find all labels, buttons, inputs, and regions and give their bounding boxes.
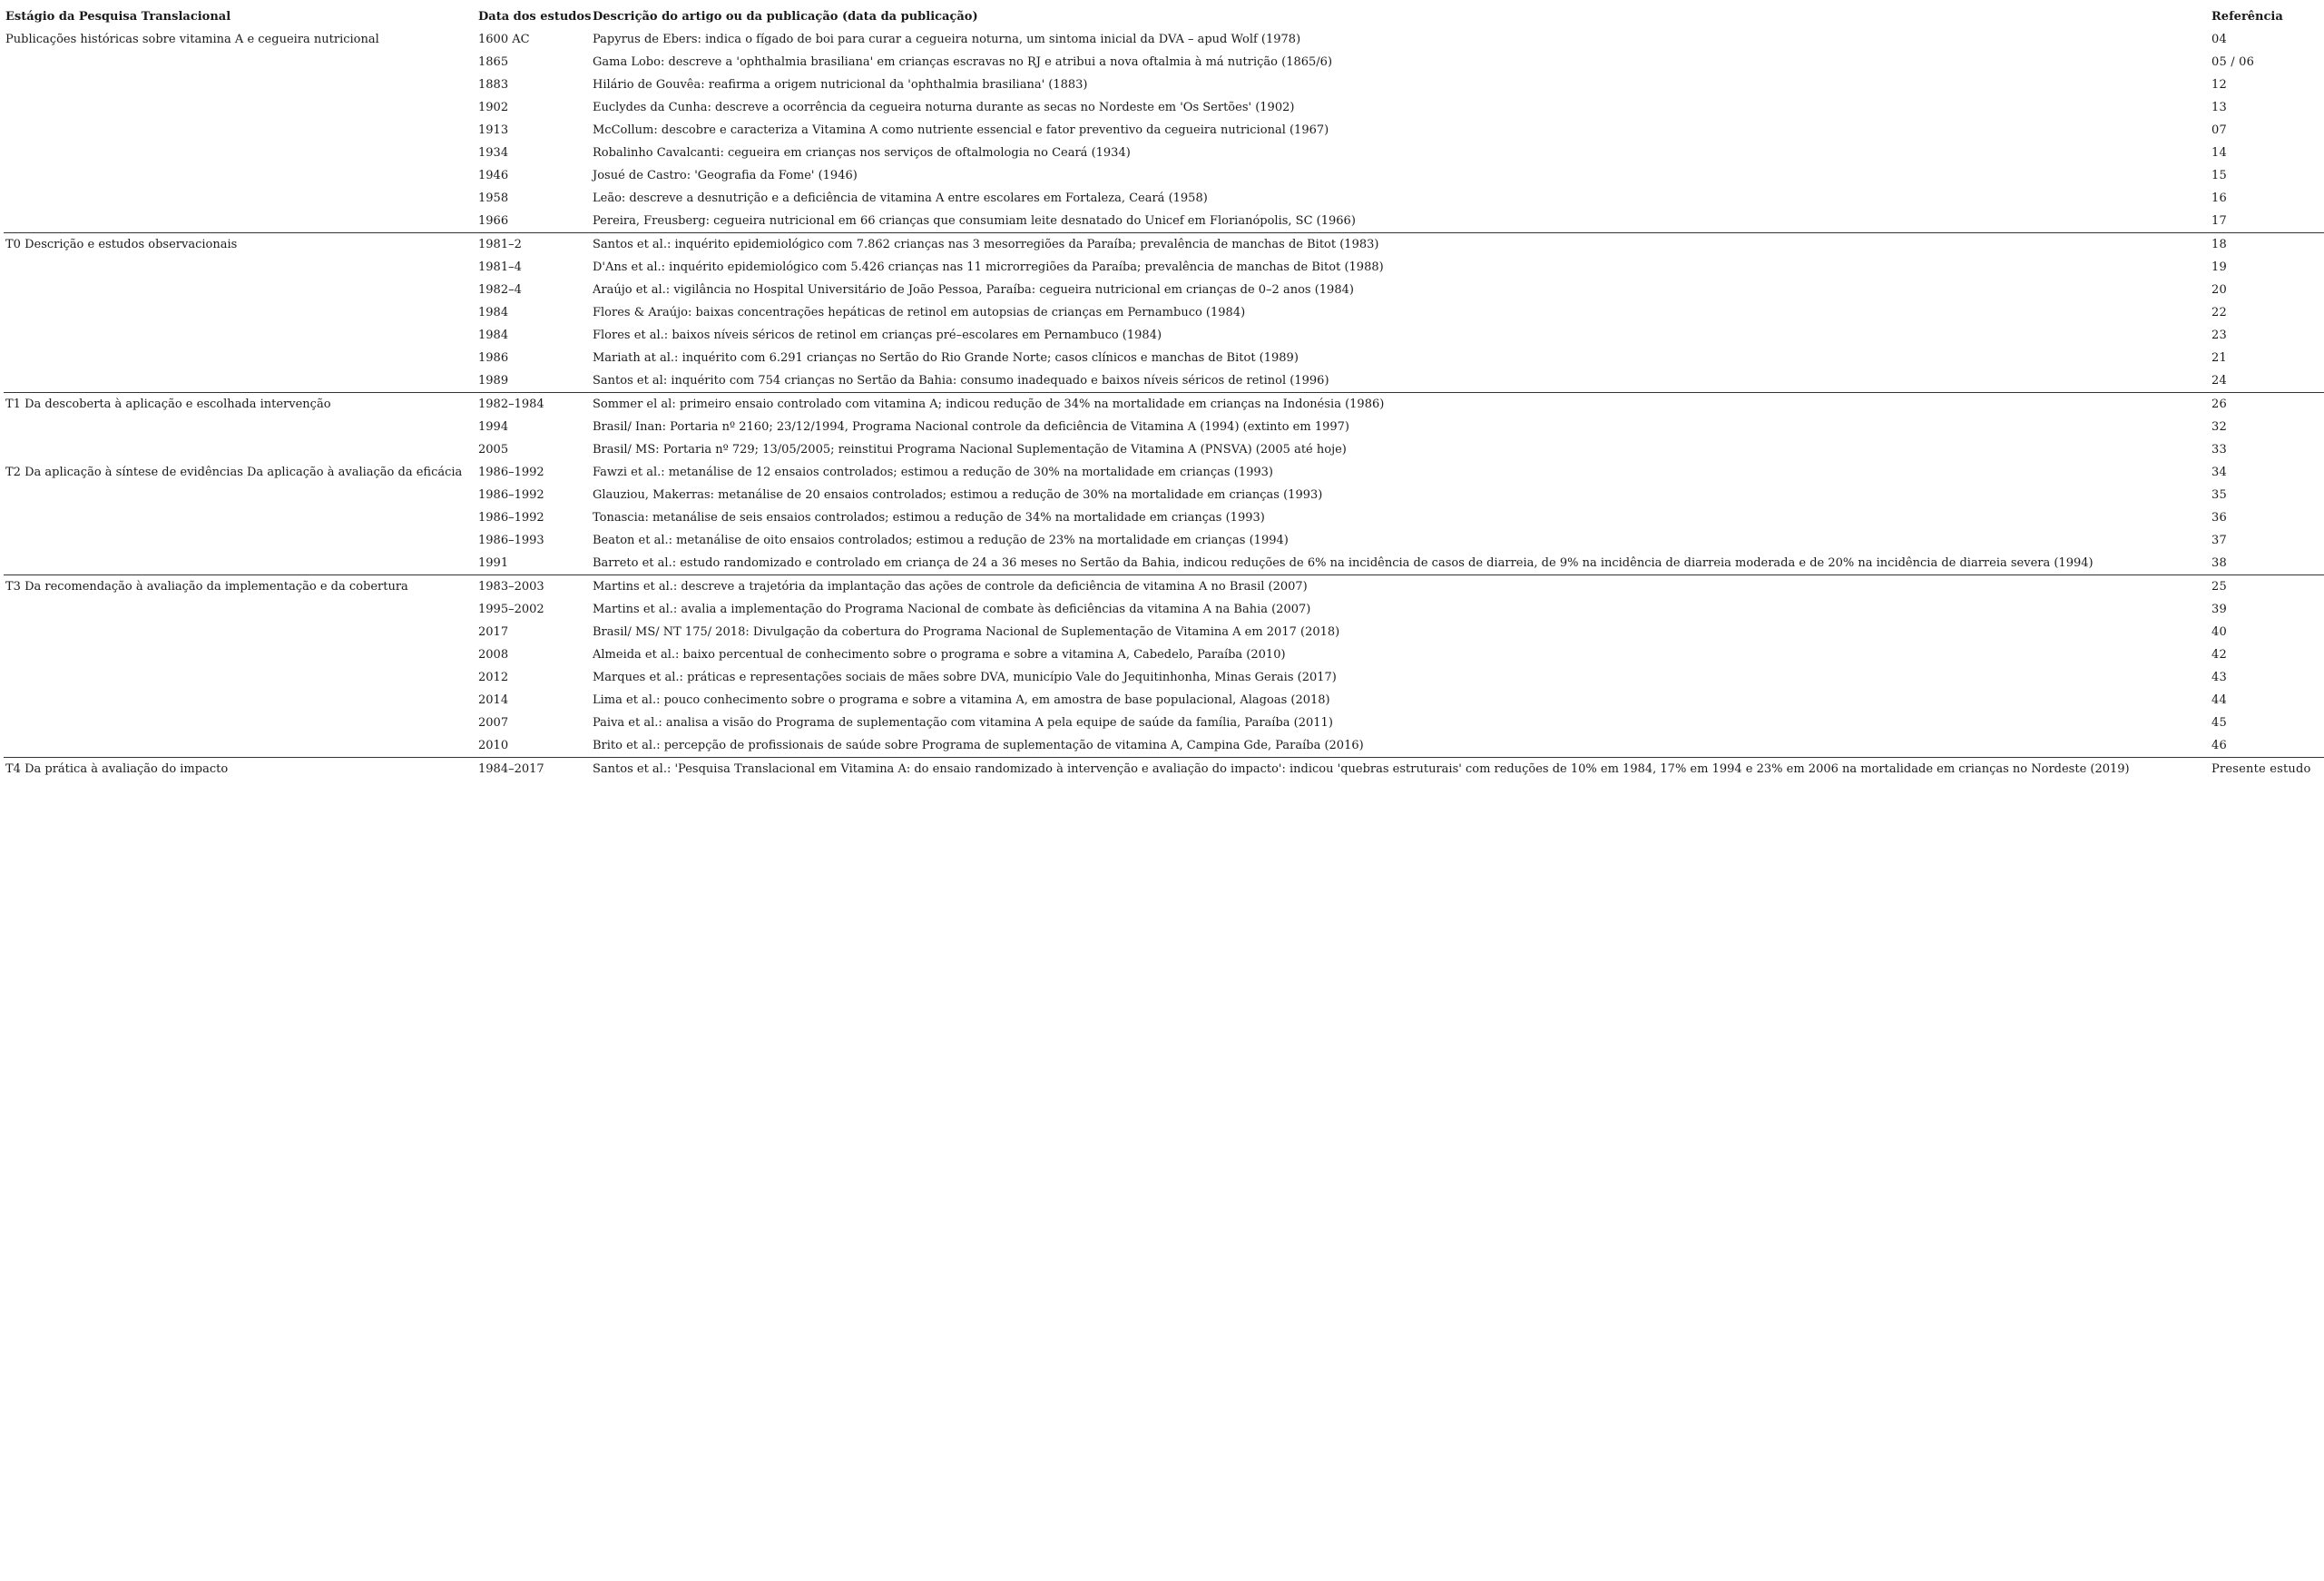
description-cell: Tonascia: metanálise de seis ensaios controlados; estimou a redução de 34% na mortalidade em crianças (1993) xyxy=(593,511,1265,525)
date-cell: 1981–2 xyxy=(476,233,591,257)
reference-cell: 34 xyxy=(2211,466,2227,479)
table-row xyxy=(4,210,2324,233)
date-cell: 1995–2002 xyxy=(478,603,544,616)
stage-cell xyxy=(4,598,476,621)
stage-cell: T2 Da aplicação à síntese de evidências Da aplicação à avaliação da eficácia xyxy=(5,466,463,479)
description-cell: Paiva et al.: analisa a visão do Programa de suplementação com vitamina A pela equipe de saúde da família, Paraíba (2011) xyxy=(593,716,1333,730)
date-cell: 2005 xyxy=(478,443,509,457)
reference-cell: 40 xyxy=(2211,625,2227,639)
date-cell: 1984 xyxy=(478,306,509,319)
table-row xyxy=(4,461,2324,484)
description-cell: Sommer el al: primeiro ensaio controlado com vitamina A; indicou redução de 34% na mortalidade em crianças na Indonésia (1986) xyxy=(591,393,2210,417)
table-row xyxy=(4,74,2324,96)
reference-cell: 26 xyxy=(2210,393,2324,417)
stage-cell xyxy=(4,347,476,369)
table-row xyxy=(4,187,2324,210)
date-cell: 2014 xyxy=(478,693,509,707)
date-cell: 1934 xyxy=(478,146,509,160)
date-cell: 1883 xyxy=(478,78,509,92)
description-cell: Papyrus de Ebers: indica o fígado de boi para curar a cegueira noturna, um sintoma inicial da DVA – apud Wolf (1978) xyxy=(593,33,1301,46)
reference-cell: 35 xyxy=(2211,488,2227,502)
description-cell: Glauziou, Makerras: metanálise de 20 ensaios controlados; estimou a redução de 30% na mortalidade em crianças (1993) xyxy=(593,488,1323,502)
description-cell: Josué de Castro: 'Geografia da Fome' (1946) xyxy=(593,169,858,182)
table-row xyxy=(4,347,2324,369)
stage-cell xyxy=(4,119,476,142)
stage-cell xyxy=(4,712,476,734)
description-cell: Almeida et al.: baixo percentual de conhecimento sobre o programa e sobre a vitamina A, Cabedelo, Paraíba (2010) xyxy=(593,648,1286,662)
description-cell: Santos et al: inquérito com 754 crianças no Sertão da Bahia: consumo inadequado e baixos níveis séricos de retinol (1996) xyxy=(593,374,1329,388)
reference-cell: 46 xyxy=(2211,739,2227,752)
description-cell: Brasil/ MS: Portaria nº 729; 13/05/2005; reinstitui Programa Nacional Suplementação de Vitamina A (PNSVA) (2005 até hoje) xyxy=(593,443,1347,457)
stage-cell xyxy=(4,552,476,575)
stage-cell xyxy=(4,279,476,301)
table-row xyxy=(4,164,2324,187)
stage-cell: T0 Descrição e estudos observacionais xyxy=(4,233,476,257)
reference-cell: 21 xyxy=(2211,351,2227,365)
date-cell: 1983–2003 xyxy=(476,575,591,599)
description-cell: Hilário de Gouvêa: reafirma a origem nutricional da 'ophthalmia brasiliana' (1883) xyxy=(593,78,1088,92)
description-cell: Leão: descreve a desnutrição e a deficiência de vitamina A entre escolares em Fortaleza, Ceará (1958) xyxy=(593,191,1208,205)
table-row xyxy=(4,119,2324,142)
description-cell: Robalinho Cavalcanti: cegueira em crianças nos serviços de oftalmologia no Ceará (1934) xyxy=(593,146,1131,160)
header-date: Data dos estudos xyxy=(478,10,591,24)
table-row xyxy=(4,712,2324,734)
description-cell: D'Ans et al.: inquérito epidemiológico com 5.426 crianças nas 11 microrregiões da Paraíba; prevalência de manchas de Bitot (1988) xyxy=(593,260,1384,274)
reference-cell: 37 xyxy=(2211,534,2227,547)
reference-cell: 19 xyxy=(2211,260,2227,274)
reference-cell: 12 xyxy=(2211,78,2227,92)
table-row xyxy=(4,666,2324,689)
description-cell: Mariath at al.: inquérito com 6.291 crianças no Sertão do Rio Grande Norte; casos clínicos e manchas de Bitot (1989) xyxy=(593,351,1299,365)
date-cell: 2012 xyxy=(478,671,509,684)
reference-cell: Presente estudo xyxy=(2210,758,2324,781)
reference-cell: 24 xyxy=(2211,374,2227,388)
header-stage: Estágio da Pesquisa Translacional xyxy=(5,10,231,24)
reference-cell: 45 xyxy=(2211,716,2227,730)
reference-cell: 39 xyxy=(2211,603,2227,616)
description-cell: Gama Lobo: descreve a 'ophthalmia brasiliana' em crianças escravas no RJ e atribui a nova oftalmia à má nutrição (1865/6) xyxy=(593,55,1333,69)
date-cell: 1984–2017 xyxy=(476,758,591,781)
date-cell: 1902 xyxy=(478,101,509,114)
stage-cell xyxy=(4,734,476,758)
description-cell: McCollum: descobre e caracteriza a Vitamina A como nutriente essencial e fator preventivo da cegueira nutricional (1967) xyxy=(593,123,1329,137)
date-cell: 1946 xyxy=(478,169,509,182)
stage-cell xyxy=(4,96,476,119)
table-row xyxy=(4,689,2324,712)
stage-cell: T3 Da recomendação à avaliação da implementação e da cobertura xyxy=(4,575,476,599)
date-cell: 1986–1992 xyxy=(478,511,544,525)
reference-cell: 17 xyxy=(2211,214,2227,228)
table-row xyxy=(4,621,2324,643)
stage-cell xyxy=(4,438,476,461)
description-cell: Brito et al.: percepção de profissionais de saúde sobre Programa de suplementação de vitamina A, Campina Gde, Paraíba (2016) xyxy=(593,739,1364,752)
table-row xyxy=(4,51,2324,74)
table-row xyxy=(4,28,2324,51)
reference-cell: 43 xyxy=(2211,671,2227,684)
table-row xyxy=(4,484,2324,506)
stage-cell xyxy=(4,301,476,324)
table-row xyxy=(4,734,2324,758)
description-cell: Flores et al.: baixos níveis séricos de retinol em crianças pré–escolares em Pernambuco (1984) xyxy=(593,329,1162,342)
stage-cell: T4 Da prática à avaliação do impacto xyxy=(4,758,476,781)
stage-cell xyxy=(4,506,476,529)
reference-cell: 25 xyxy=(2210,575,2324,599)
table-row xyxy=(4,142,2324,164)
translational-research-table xyxy=(4,5,2324,781)
table-body xyxy=(4,28,2324,781)
date-cell: 1986 xyxy=(478,351,509,365)
description-cell: Barreto et al.: estudo randomizado e controlado em criança de 24 a 36 meses no Sertão da Bahia, indicou reduções de 6% na incidência de casos de diarreia, de 9% na incidência de diarreia moderada e de 20% na incidência de diarreia severa (1994) xyxy=(593,556,2094,570)
description-cell: Martins et al.: descreve a trajetória da implantação das ações de controle da deficiência de vitamina A no Brasil (2007) xyxy=(591,575,2210,599)
table-row xyxy=(4,301,2324,324)
reference-cell: 33 xyxy=(2211,443,2227,457)
table-row xyxy=(4,369,2324,393)
description-cell: Flores & Araújo: baixas concentrações hepáticas de retinol em autopsias de crianças em Pernambuco (1984) xyxy=(593,306,1246,319)
date-cell: 1865 xyxy=(478,55,509,69)
date-cell: 1600 AC xyxy=(478,33,530,46)
reference-cell: 16 xyxy=(2211,191,2227,205)
description-cell: Araújo et al.: vigilância no Hospital Universitário de João Pessoa, Paraíba: cegueira nutricional em crianças de 0–2 anos (1984) xyxy=(593,283,1354,297)
reference-cell: 05 / 06 xyxy=(2211,55,2255,69)
description-cell: Fawzi et al.: metanálise de 12 ensaios controlados; estimou a redução de 30% na mortalidade em crianças (1993) xyxy=(593,466,1273,479)
stage-cell xyxy=(4,324,476,347)
description-cell: Beaton et al.: metanálise de oito ensaios controlados; estimou a redução de 23% na mortalidade em crianças (1994) xyxy=(593,534,1289,547)
description-cell: Euclydes da Cunha: descreve a ocorrência da cegueira noturna durante as secas no Nordeste em 'Os Sertões' (1902) xyxy=(593,101,1295,114)
stage-cell xyxy=(4,210,476,233)
stage-cell xyxy=(4,529,476,552)
table-row xyxy=(4,506,2324,529)
table-row xyxy=(4,416,2324,438)
table-row xyxy=(4,324,2324,347)
description-cell: Lima et al.: pouco conhecimento sobre o programa e sobre a vitamina A, em amostra de base populacional, Alagoas (2018) xyxy=(593,693,1330,707)
reference-cell: 23 xyxy=(2211,329,2227,342)
reference-cell: 42 xyxy=(2211,648,2227,662)
table-row xyxy=(4,758,2324,781)
stage-cell: Publicações históricas sobre vitamina A e cegueira nutricional xyxy=(5,33,379,46)
table-row xyxy=(4,598,2324,621)
reference-cell: 44 xyxy=(2211,693,2227,707)
reference-cell: 07 xyxy=(2211,123,2227,137)
date-cell: 1989 xyxy=(478,374,509,388)
stage-cell xyxy=(4,187,476,210)
description-cell: Santos et al.: 'Pesquisa Translacional em Vitamina A: do ensaio randomizado à intervenção e avaliação do impacto': indicou 'quebras estruturais' com reduções de 10% em 1984, 17% em 1994 e 23% em 2006 na mortalidade em crianças no Nordeste (2019) xyxy=(591,758,2210,781)
table-row xyxy=(4,575,2324,599)
reference-cell: 22 xyxy=(2211,306,2227,319)
date-cell: 2017 xyxy=(478,625,509,639)
stage-cell xyxy=(4,51,476,74)
date-cell: 1913 xyxy=(478,123,509,137)
date-cell: 2007 xyxy=(478,716,509,730)
date-cell: 1982–1984 xyxy=(476,393,591,417)
stage-cell xyxy=(4,484,476,506)
date-cell: 1986–1993 xyxy=(478,534,544,547)
header-description: Descrição do artigo ou da publicação (data da publicação) xyxy=(593,10,978,24)
date-cell: 2010 xyxy=(478,739,509,752)
description-cell: Santos et al.: inquérito epidemiológico com 7.862 crianças nas 3 mesorregiões da Paraíba; prevalência de manchas de Bitot (1983) xyxy=(591,233,2210,257)
date-cell: 1991 xyxy=(478,556,509,570)
stage-cell xyxy=(4,643,476,666)
table-row xyxy=(4,96,2324,119)
description-cell: Martins et al.: avalia a implementação do Programa Nacional de combate às deficiências da vitamina A na Bahia (2007) xyxy=(593,603,1311,616)
table-row xyxy=(4,529,2324,552)
table-header-row xyxy=(4,5,2324,28)
stage-cell xyxy=(4,416,476,438)
stage-cell xyxy=(4,164,476,187)
header-reference: Referência xyxy=(2211,10,2283,24)
stage-cell xyxy=(4,666,476,689)
date-cell: 2008 xyxy=(478,648,509,662)
stage-cell xyxy=(4,689,476,712)
date-cell: 1982–4 xyxy=(478,283,522,297)
stage-cell xyxy=(4,74,476,96)
reference-cell: 32 xyxy=(2211,420,2227,434)
date-cell: 1994 xyxy=(478,420,509,434)
stage-cell xyxy=(4,256,476,279)
date-cell: 1984 xyxy=(478,329,509,342)
description-cell: Marques et al.: práticas e representações sociais de mães sobre DVA, município Vale do Jequitinhonha, Minas Gerais (2017) xyxy=(593,671,1337,684)
date-cell: 1986–1992 xyxy=(478,488,544,502)
stage-cell xyxy=(4,621,476,643)
stage-cell xyxy=(4,142,476,164)
date-cell: 1986–1992 xyxy=(478,466,544,479)
reference-cell: 13 xyxy=(2211,101,2227,114)
date-cell: 1966 xyxy=(478,214,509,228)
table-row xyxy=(4,438,2324,461)
stage-cell: T1 Da descoberta à aplicação e escolhada intervenção xyxy=(4,393,476,417)
date-cell: 1958 xyxy=(478,191,509,205)
reference-cell: 14 xyxy=(2211,146,2227,160)
description-cell: Brasil/ Inan: Portaria nº 2160; 23/12/1994, Programa Nacional controle da deficiência de Vitamina A (1994) (extinto em 1997) xyxy=(593,420,1349,434)
reference-cell: 15 xyxy=(2211,169,2227,182)
table-row xyxy=(4,552,2324,575)
description-cell: Brasil/ MS/ NT 175/ 2018: Divulgação da cobertura do Programa Nacional de Suplementação de Vitamina A em 2017 (2018) xyxy=(593,625,1340,639)
reference-cell: 38 xyxy=(2211,556,2227,570)
reference-cell: 18 xyxy=(2210,233,2324,257)
reference-cell: 04 xyxy=(2211,33,2227,46)
table-row xyxy=(4,233,2324,257)
description-cell: Pereira, Freusberg: cegueira nutricional em 66 crianças que consumiam leite desnatado do Unicef em Florianópolis, SC (1966) xyxy=(593,214,1356,228)
date-cell: 1981–4 xyxy=(478,260,522,274)
reference-cell: 20 xyxy=(2211,283,2227,297)
table-row xyxy=(4,256,2324,279)
reference-cell: 36 xyxy=(2211,511,2227,525)
stage-cell xyxy=(4,369,476,393)
table-row xyxy=(4,643,2324,666)
table-row xyxy=(4,279,2324,301)
table-row xyxy=(4,393,2324,417)
